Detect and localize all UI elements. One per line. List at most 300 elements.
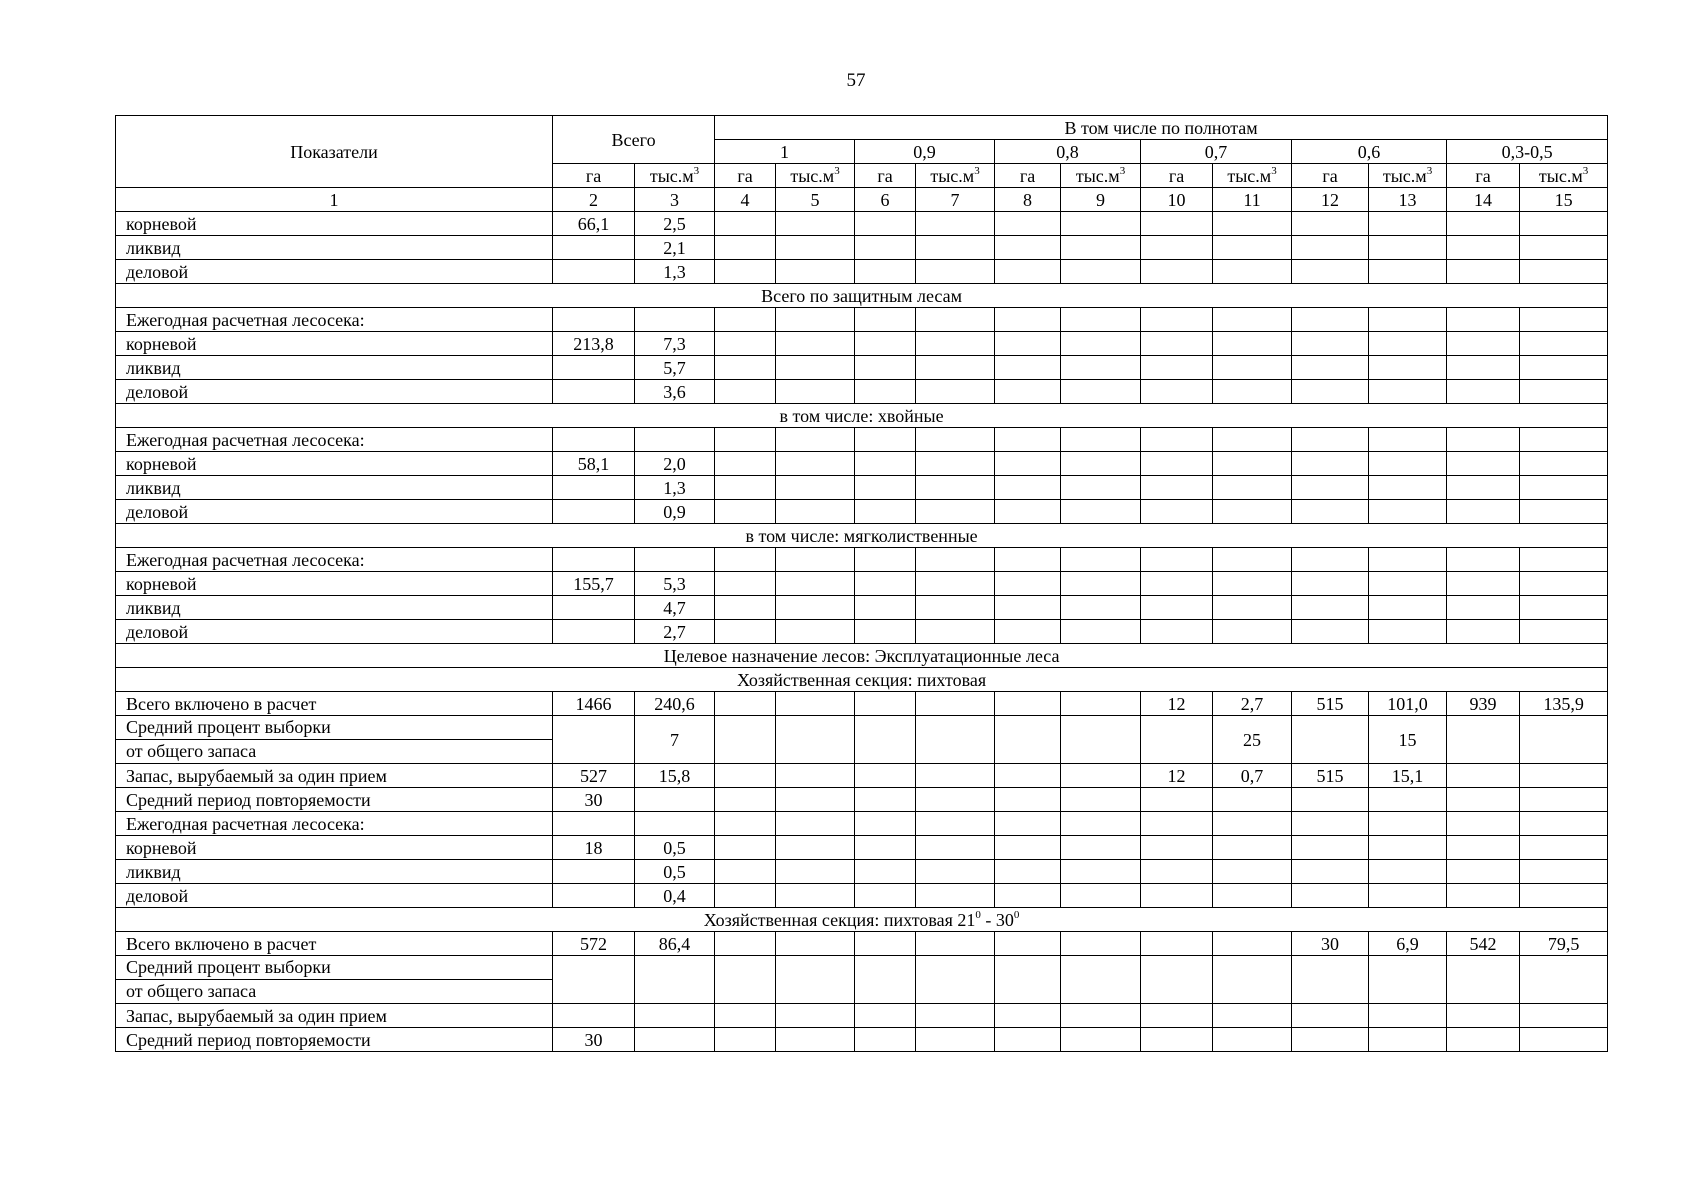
table-cell: [1292, 1004, 1369, 1028]
table-cell: [916, 860, 995, 884]
table-cell: [715, 716, 776, 764]
table-cell: [1369, 332, 1447, 356]
table-cell: [1292, 836, 1369, 860]
column-number: 14: [1447, 188, 1520, 212]
table-cell: [553, 308, 635, 332]
table-cell: [916, 596, 995, 620]
table-cell: [995, 788, 1061, 812]
table-cell: [1292, 572, 1369, 596]
table-cell: [1369, 884, 1447, 908]
unit-volume-superscript: 3: [834, 164, 840, 177]
table-cell: [1447, 308, 1520, 332]
table-cell: [916, 356, 995, 380]
table-cell: [715, 836, 776, 860]
section-text: Всего по защитным лесам: [761, 285, 962, 306]
table-cell: [715, 356, 776, 380]
table-cell: [1213, 860, 1292, 884]
table-cell: 7,3: [635, 332, 715, 356]
unit-volume-superscript: 3: [693, 164, 700, 177]
table-cell: [1141, 716, 1213, 764]
table-cell: [1369, 572, 1447, 596]
table-cell: [1292, 788, 1369, 812]
table-cell: [1447, 812, 1520, 836]
table-cell: [855, 572, 916, 596]
row-label-line: от общего запаса: [116, 739, 552, 763]
row-label-line: Средний процент выборки: [126, 717, 331, 737]
section-row: [116, 284, 1608, 308]
table-row: [116, 236, 1608, 260]
table-cell: [1520, 596, 1608, 620]
table-cell: [776, 812, 855, 836]
table-cell: [553, 812, 635, 836]
unit-volume-superscript: 3: [1271, 164, 1277, 177]
table-cell: [715, 884, 776, 908]
table-cell: [1061, 308, 1141, 332]
table-cell: [776, 836, 855, 860]
table-cell: [1213, 212, 1292, 236]
table-cell: [1213, 452, 1292, 476]
table-row: [116, 380, 1608, 404]
table-cell: [1447, 572, 1520, 596]
table-cell: 15,8: [635, 764, 715, 788]
table-cell: [1520, 380, 1608, 404]
header-indicators: Показатели: [116, 116, 553, 188]
table-cell: [1447, 428, 1520, 452]
column-number: 5: [776, 188, 855, 212]
table-cell: [1061, 572, 1141, 596]
table-cell: [715, 620, 776, 644]
table-cell: [1213, 548, 1292, 572]
header-total: Всего: [553, 116, 715, 164]
unit-volume-superscript: 3: [1426, 164, 1433, 177]
table-row: [116, 764, 1608, 788]
table-cell: [855, 692, 916, 716]
header-density: 0,9: [855, 140, 995, 164]
table-cell: [855, 788, 916, 812]
table-cell: [715, 452, 776, 476]
page-number: 57: [846, 70, 866, 91]
table-cell: [855, 836, 916, 860]
table-cell: [1141, 596, 1213, 620]
table-cell: [715, 308, 776, 332]
table-cell: [995, 860, 1061, 884]
table-cell: [776, 620, 855, 644]
table-cell: 15,1: [1369, 764, 1447, 788]
table-cell: [776, 500, 855, 524]
table-cell: [916, 212, 995, 236]
row-label: деловой: [116, 884, 553, 908]
table-cell: 1466: [553, 692, 635, 716]
section-title: [116, 668, 1608, 692]
header-density: 0,8: [995, 140, 1141, 164]
table-row: [116, 620, 1608, 644]
section-row: [116, 908, 1608, 932]
table-cell: [715, 212, 776, 236]
table-cell: [995, 308, 1061, 332]
table-cell: [916, 572, 995, 596]
table-cell: 2,5: [635, 212, 715, 236]
table-cell: [855, 428, 916, 452]
table-cell: [776, 716, 855, 764]
table-cell: 12: [1141, 692, 1213, 716]
table-cell: [1141, 452, 1213, 476]
section-title: [116, 644, 1608, 668]
table-cell: [995, 956, 1061, 1004]
table-cell: [553, 596, 635, 620]
section-title: [116, 908, 1608, 932]
section-title: [116, 284, 1608, 308]
table-cell: [855, 860, 916, 884]
section-title: [116, 524, 1608, 548]
table-cell: [916, 836, 995, 860]
table-cell: [1141, 812, 1213, 836]
table-cell: [1292, 548, 1369, 572]
table-cell: 213,8: [553, 332, 635, 356]
table-cell: [855, 500, 916, 524]
table-cell: [855, 548, 916, 572]
table-cell: 7: [635, 716, 715, 764]
table-cell: [1447, 500, 1520, 524]
table-cell: 240,6: [635, 692, 715, 716]
section-text: в том числе: хвойные: [779, 405, 944, 426]
table-cell: [1213, 956, 1292, 1004]
table-cell: [1213, 428, 1292, 452]
table-cell: [776, 428, 855, 452]
table-cell: [776, 452, 855, 476]
table-row: [116, 596, 1608, 620]
column-number: 11: [1213, 188, 1292, 212]
table-cell: [1141, 476, 1213, 500]
table-cell: [1520, 476, 1608, 500]
table-cell: [715, 692, 776, 716]
table-cell: 86,4: [635, 932, 715, 956]
table-cell: [1141, 332, 1213, 356]
table-cell: [776, 260, 855, 284]
table-cell: [1141, 1028, 1213, 1052]
header-unit-ha: га: [715, 164, 776, 188]
table-cell: 515: [1292, 764, 1369, 788]
table-cell: [776, 380, 855, 404]
table-cell: [1447, 380, 1520, 404]
table-cell: [776, 236, 855, 260]
table-cell: [1369, 428, 1447, 452]
table-cell: [1292, 356, 1369, 380]
header-unit-volume: [916, 164, 995, 188]
table-cell: [776, 476, 855, 500]
table-cell: 5,7: [635, 356, 715, 380]
table-cell: [916, 788, 995, 812]
table-cell: [715, 1028, 776, 1052]
table-cell: [1520, 836, 1608, 860]
table-cell: [995, 356, 1061, 380]
column-number: 10: [1141, 188, 1213, 212]
table-cell: [715, 1004, 776, 1028]
table-cell: [916, 716, 995, 764]
table-cell: [1447, 212, 1520, 236]
table-cell: [1292, 260, 1369, 284]
table-row: [116, 428, 1608, 452]
section-text-mid: - 30: [980, 909, 1014, 930]
table-cell: 1,3: [635, 476, 715, 500]
table-row: [116, 260, 1608, 284]
table-cell: [1520, 500, 1608, 524]
table-cell: [715, 860, 776, 884]
table-cell: [995, 1028, 1061, 1052]
table-cell: [1520, 884, 1608, 908]
unit-volume-text: тыс.м: [790, 165, 835, 186]
table-cell: [1292, 884, 1369, 908]
table-cell: [1061, 884, 1141, 908]
table-cell: 79,5: [1520, 932, 1608, 956]
table-cell: [1213, 332, 1292, 356]
table-cell: [1369, 260, 1447, 284]
table-cell: [1061, 380, 1141, 404]
table-cell: [995, 500, 1061, 524]
table-cell: [776, 932, 855, 956]
allowable-cut-table: [115, 115, 1608, 1052]
table-cell: [1292, 860, 1369, 884]
table-cell: [916, 956, 995, 1004]
table-cell: [1447, 548, 1520, 572]
table-cell: [1447, 1028, 1520, 1052]
unit-volume-text: тыс.м: [1382, 165, 1427, 186]
table-row: [116, 884, 1608, 908]
row-label: Запас, вырубаемый за один прием: [116, 764, 553, 788]
row-label: корневой: [116, 212, 553, 236]
unit-volume-text: тыс.м: [930, 165, 975, 186]
row-label: Всего включено в расчет: [116, 932, 553, 956]
table-cell: [553, 956, 635, 1004]
table-cell: [635, 1004, 715, 1028]
section-row: [116, 644, 1608, 668]
table-cell: [715, 260, 776, 284]
table-cell: [1292, 1028, 1369, 1052]
table-cell: 5,3: [635, 572, 715, 596]
table-cell: [1292, 452, 1369, 476]
table-row-split: [116, 716, 1608, 764]
table-cell: [1369, 476, 1447, 500]
table-cell: [635, 1028, 715, 1052]
table-cell: [1213, 1028, 1292, 1052]
header-density: 0,6: [1292, 140, 1447, 164]
table-cell: [1447, 716, 1520, 764]
table-cell: 30: [1292, 932, 1369, 956]
header-density-group: В том числе по полнотам: [715, 116, 1608, 140]
table-cell: [1292, 716, 1369, 764]
section-row: [116, 404, 1608, 428]
table-cell: [1292, 596, 1369, 620]
row-label: Средний период повторяемости: [116, 1028, 553, 1052]
table-cell: [635, 428, 715, 452]
table-cell: [553, 356, 635, 380]
table-cell: [776, 548, 855, 572]
table-cell: [1213, 884, 1292, 908]
table-cell: 135,9: [1520, 692, 1608, 716]
table-cell: [553, 548, 635, 572]
row-label: Всего включено в расчет: [116, 692, 553, 716]
table-cell: 25: [1213, 716, 1292, 764]
table-row: [116, 788, 1608, 812]
table-cell: [715, 932, 776, 956]
table-cell: [1369, 236, 1447, 260]
table-cell: [1520, 716, 1608, 764]
table-row: [116, 572, 1608, 596]
table-cell: [855, 476, 916, 500]
header-unit-ha: га: [855, 164, 916, 188]
table-cell: [1520, 572, 1608, 596]
table-cell: 0,9: [635, 500, 715, 524]
table-cell: [1141, 308, 1213, 332]
table-cell: [776, 1004, 855, 1028]
table-cell: [1369, 356, 1447, 380]
table-cell: [1447, 620, 1520, 644]
row-label: деловой: [116, 380, 553, 404]
table-cell: [1447, 764, 1520, 788]
table-cell: [916, 764, 995, 788]
table-cell: [995, 428, 1061, 452]
table-cell: [1447, 236, 1520, 260]
section-superscript: 0: [975, 908, 981, 921]
row-label: ликвид: [116, 860, 553, 884]
table-cell: [1447, 356, 1520, 380]
table-cell: [916, 1004, 995, 1028]
table-cell: [995, 572, 1061, 596]
table-cell: [553, 884, 635, 908]
header-unit-volume: [1061, 164, 1141, 188]
table-cell: [855, 596, 916, 620]
row-label: Запас, вырубаемый за один прием: [116, 1004, 553, 1028]
table-cell: 2,7: [635, 620, 715, 644]
table-row: [116, 836, 1608, 860]
table-cell: [1141, 380, 1213, 404]
row-label: Ежегодная расчетная лесосека:: [116, 548, 553, 572]
table-cell: [1369, 956, 1447, 1004]
table-cell: [1061, 788, 1141, 812]
row-label: корневой: [116, 452, 553, 476]
table-cell: 542: [1447, 932, 1520, 956]
table-cell: [1213, 1004, 1292, 1028]
table-cell: [776, 212, 855, 236]
table-cell: [1520, 788, 1608, 812]
section-superscript: 0: [1013, 908, 1020, 921]
table-cell: [1141, 500, 1213, 524]
table-cell: [1520, 332, 1608, 356]
table-cell: [1213, 836, 1292, 860]
table-row-split: [116, 956, 1608, 1004]
table-cell: [995, 236, 1061, 260]
table-cell: [776, 788, 855, 812]
table-cell: [1141, 788, 1213, 812]
table-cell: [553, 428, 635, 452]
row-label: корневой: [116, 332, 553, 356]
table-cell: [1061, 1004, 1141, 1028]
table-cell: [916, 428, 995, 452]
row-label: Ежегодная расчетная лесосека:: [116, 812, 553, 836]
table-cell: [1061, 692, 1141, 716]
column-number: 12: [1292, 188, 1369, 212]
column-number: 2: [553, 188, 635, 212]
table-cell: [1141, 572, 1213, 596]
table-cell: [1141, 620, 1213, 644]
header-unit-volume: [776, 164, 855, 188]
table-cell: 66,1: [553, 212, 635, 236]
table-cell: [1292, 956, 1369, 1004]
table-row: [116, 692, 1608, 716]
table-cell: [1369, 212, 1447, 236]
table-cell: [1061, 476, 1141, 500]
table-row: [116, 860, 1608, 884]
unit-volume-text: тыс.м: [649, 165, 694, 186]
table-cell: [715, 476, 776, 500]
row-label: деловой: [116, 620, 553, 644]
table-cell: [1520, 356, 1608, 380]
table-cell: [635, 812, 715, 836]
table-cell: [1141, 356, 1213, 380]
table-cell: [1369, 308, 1447, 332]
table-cell: [995, 716, 1061, 764]
table-cell: [1520, 548, 1608, 572]
table-cell: [1447, 1004, 1520, 1028]
column-number: 13: [1369, 188, 1447, 212]
table-cell: [1369, 500, 1447, 524]
table-cell: 515: [1292, 692, 1369, 716]
table-cell: [995, 596, 1061, 620]
table-cell: [1292, 500, 1369, 524]
table-cell: [855, 236, 916, 260]
table-cell: [1447, 860, 1520, 884]
table-cell: [715, 812, 776, 836]
table-cell: [776, 1028, 855, 1052]
table-cell: 30: [553, 1028, 635, 1052]
table-cell: [1369, 1004, 1447, 1028]
table-cell: [1369, 812, 1447, 836]
table-cell: [995, 620, 1061, 644]
table-cell: [1520, 236, 1608, 260]
header-unit-ha: га: [1141, 164, 1213, 188]
row-label: ликвид: [116, 476, 553, 500]
header-density: 0,3-0,5: [1447, 140, 1608, 164]
table-cell: [1520, 308, 1608, 332]
table-cell: [553, 260, 635, 284]
table-cell: [1447, 788, 1520, 812]
table-cell: [916, 476, 995, 500]
table-cell: [1061, 764, 1141, 788]
table-cell: [1369, 620, 1447, 644]
row-label: ликвид: [116, 236, 553, 260]
table-cell: [715, 956, 776, 1004]
header-unit-volume: [1213, 164, 1292, 188]
table-cell: [553, 860, 635, 884]
table-cell: [1520, 1028, 1608, 1052]
table-cell: [1520, 860, 1608, 884]
table-cell: [715, 500, 776, 524]
table-cell: [1061, 260, 1141, 284]
table-row: [116, 308, 1608, 332]
table-cell: [776, 356, 855, 380]
table-cell: [1292, 332, 1369, 356]
header-unit-ha: га: [553, 164, 635, 188]
table-cell: [995, 260, 1061, 284]
section-text: Хозяйственная секция: пихтовая 21: [703, 909, 976, 930]
table-cell: [855, 716, 916, 764]
table-cell: [916, 620, 995, 644]
table-cell: [1141, 836, 1213, 860]
table-cell: [995, 812, 1061, 836]
table-cell: 155,7: [553, 572, 635, 596]
table-cell: 15: [1369, 716, 1447, 764]
table-row: [116, 812, 1608, 836]
section-text: Хозяйственная секция: пихтовая: [737, 669, 987, 690]
